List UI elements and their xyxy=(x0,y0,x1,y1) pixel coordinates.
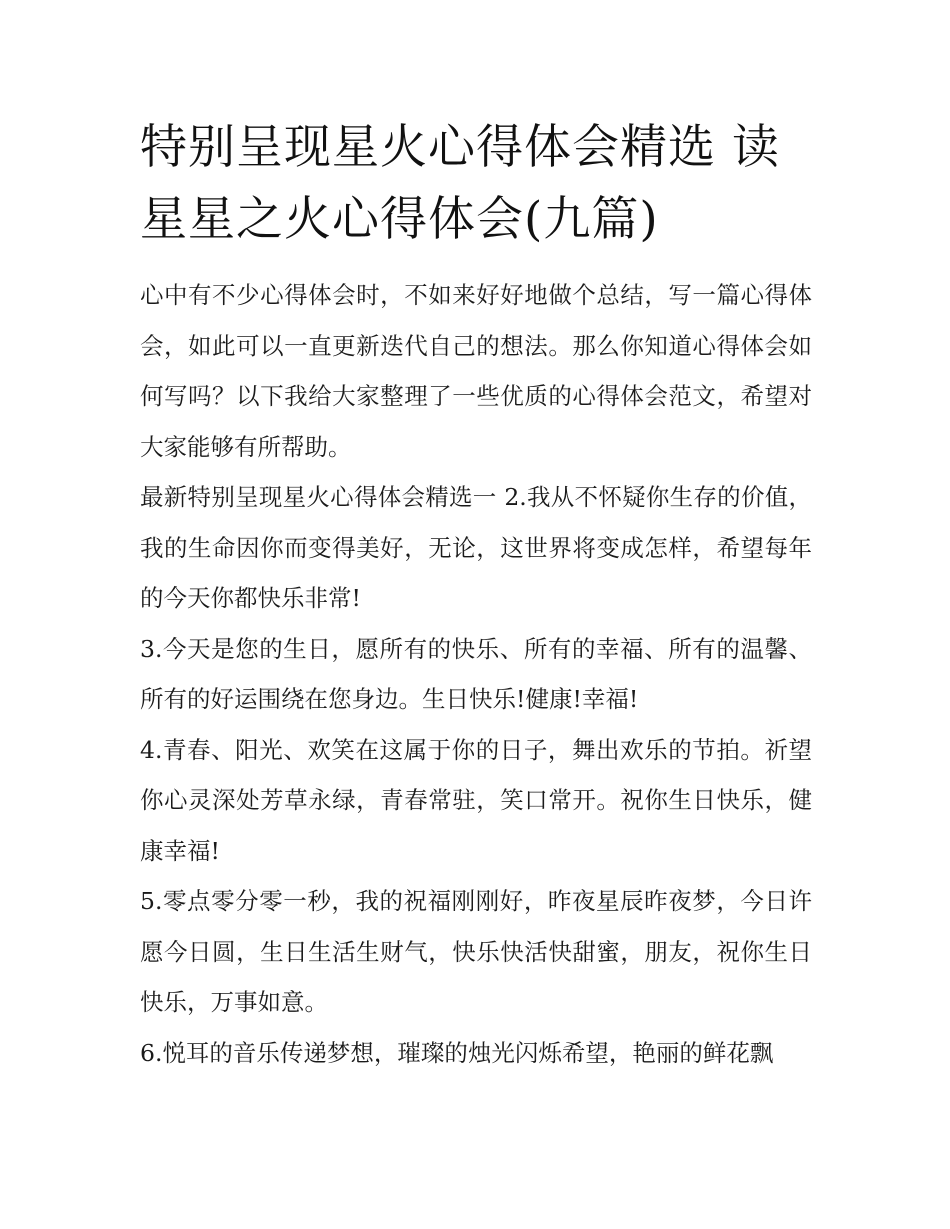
document-title: 特别呈现星火心得体会精选 读星星之火心得体会(九篇) xyxy=(140,120,780,247)
paragraph-item-3: 3.今天是您的生日，愿所有的快乐、所有的幸福、所有的温馨、所有的好运围绕在您身边。生日快乐!健康!幸福! xyxy=(140,634,812,713)
paragraph-item-5: 5.零点零分零一秒，我的祝福刚刚好，昨夜星辰昨夜梦，今日许愿今日圆，生日生活生财气，快乐快活快甜蜜，朋友，祝你生日快乐，万事如意。 xyxy=(140,887,812,1016)
paragraph-item-2: 最新特别呈现星火心得体会精选一 2.我从不怀疑你生存的价值，我的生命因你而变得美好，无论，这世界将变成怎样，希望每年的今天你都快乐非常! xyxy=(140,483,812,612)
paragraph-item-4: 4.青春、阳光、欢笑在这属于你的日子，舞出欢乐的节拍。祈望你心灵深处芳草永绿，青春常驻，笑口常开。祝你生日快乐，健康幸福! xyxy=(140,735,812,865)
paragraph-item-6: 6.悦耳的音乐传递梦想，璀璨的烛光闪烁希望，艳丽的鲜花飘 xyxy=(140,1038,774,1067)
document-content xyxy=(140,112,812,1078)
paragraph-intro: 心中有不少心得体会时，不如来好好地做个总结，写一篇心得体会，如此可以一直更新迭代自己的想法。那么你知道心得体会如何写吗？以下我给大家整理了一些优质的心得体会范文，希望对大家能够有所帮助。 xyxy=(140,281,812,461)
